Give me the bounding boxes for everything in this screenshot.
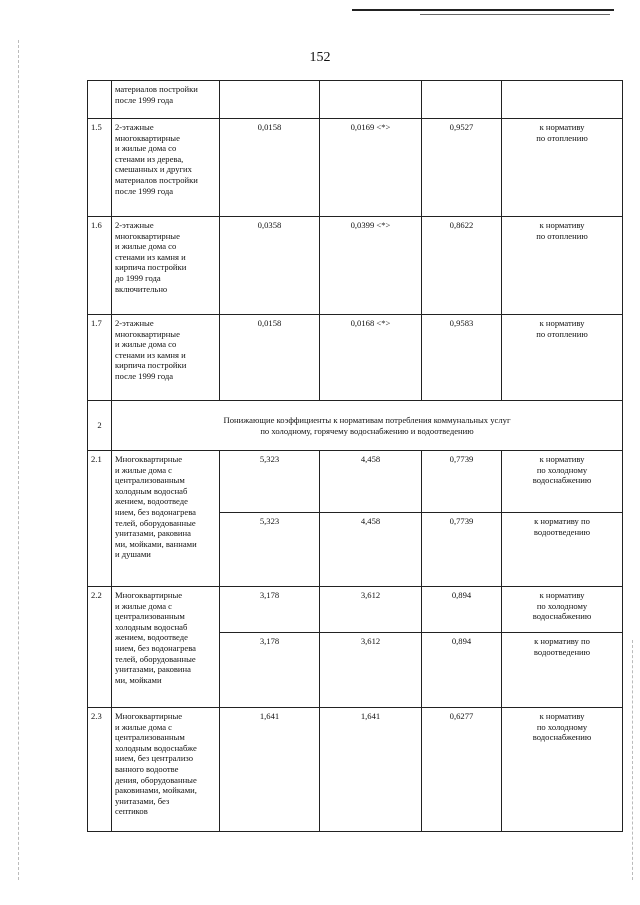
value-2: 3,612	[320, 587, 422, 633]
value-1: 0,0358	[220, 217, 320, 315]
coefficient: 0,894	[422, 633, 502, 708]
coefficient: 0,7739	[422, 451, 502, 513]
coefficient: 0,9583	[422, 315, 502, 401]
value-2: 0,0168 <*>	[320, 315, 422, 401]
note: к нормативу по холодному водоснабжению	[502, 587, 623, 633]
value-1: 1,641	[220, 708, 320, 832]
note: к нормативу по холодному водоснабжению	[502, 451, 623, 513]
table-row	[88, 217, 623, 315]
table-row	[88, 315, 623, 401]
header-rule-thin	[420, 14, 610, 15]
row-number: 1.6	[88, 217, 112, 315]
row-number: 1.5	[88, 119, 112, 217]
value-1: 5,323	[220, 451, 320, 513]
building-type: 2-этажные многоквартирные и жилые дома со стенами из камня и кирпича постройки после 1999 года	[112, 315, 220, 401]
value-2: 4,458	[320, 513, 422, 587]
note	[502, 81, 623, 119]
value-1: 5,323	[220, 513, 320, 587]
row-number: 2.2	[88, 587, 112, 708]
value-1	[220, 81, 320, 119]
value-1: 0,0158	[220, 119, 320, 217]
note: к нормативу по холодному водоснабжению	[502, 708, 623, 832]
note: к нормативу по отоплению	[502, 315, 623, 401]
coefficient	[422, 81, 502, 119]
coefficient: 0,894	[422, 587, 502, 633]
header-rule	[352, 9, 614, 11]
value-1: 0,0158	[220, 315, 320, 401]
row-number: 2.1	[88, 451, 112, 587]
table-row	[88, 81, 623, 119]
coefficients-table	[87, 80, 623, 832]
building-type: 2-этажные многоквартирные и жилые дома со стенами из камня и кирпича постройки до 1999 года включительно	[112, 217, 220, 315]
section-row	[88, 401, 623, 451]
value-2: 4,458	[320, 451, 422, 513]
note: к нормативу по отоплению	[502, 119, 623, 217]
page-number: 152	[309, 50, 331, 65]
building-type: материалов постройки после 1999 года	[112, 81, 220, 119]
value-2	[320, 81, 422, 119]
coefficient: 0,6277	[422, 708, 502, 832]
building-type: Многоквартирные и жилые дома с централизованным холодным водоснабже нием, без централизо ванного водоотве дения, оборудованные раковинами, мойками, унитазами, без септиков	[112, 708, 220, 832]
row-number	[88, 81, 112, 119]
building-type: 2-этажные многоквартирные и жилые дома со стенами из дерева, смешанных и других материалов постройки после 1999 года	[112, 119, 220, 217]
value-2: 3,612	[320, 633, 422, 708]
note: к нормативу по отоплению	[502, 217, 623, 315]
coefficient: 0,8622	[422, 217, 502, 315]
value-2: 0,0169 <*>	[320, 119, 422, 217]
value-2: 1,641	[320, 708, 422, 832]
coefficient: 0,7739	[422, 513, 502, 587]
row-number: 2.3	[88, 708, 112, 832]
building-type: Многоквартирные и жилые дома с централизованным холодным водоснаб жением, водоотведе нием, без водонагрева телей, оборудованные унитазами, раковина ми, мойками	[112, 587, 220, 708]
table-row	[88, 587, 623, 633]
value-2: 0,0399 <*>	[320, 217, 422, 315]
table-row	[88, 119, 623, 217]
scan-edge-left	[18, 40, 19, 880]
value-1: 3,178	[220, 587, 320, 633]
row-number: 1.7	[88, 315, 112, 401]
coefficient: 0,9527	[422, 119, 502, 217]
section-title: Понижающие коэффициенты к нормативам потребления коммунальных услуг по холодному, горячему водоснабжению и водоотведению	[112, 401, 623, 451]
value-1: 3,178	[220, 633, 320, 708]
table-row	[88, 708, 623, 832]
note: к нормативу по водоотведению	[502, 633, 623, 708]
section-number: 2	[88, 401, 112, 451]
building-type: Многоквартирные и жилые дома с централизованным холодным водоснаб жением, водоотведе нием, без водонагрева телей, оборудованные унитазами, раковина ми, мойками, ваннами и душами	[112, 451, 220, 587]
table-row	[88, 451, 623, 513]
scan-edge-right	[632, 640, 633, 880]
note: к нормативу по водоотведению	[502, 513, 623, 587]
